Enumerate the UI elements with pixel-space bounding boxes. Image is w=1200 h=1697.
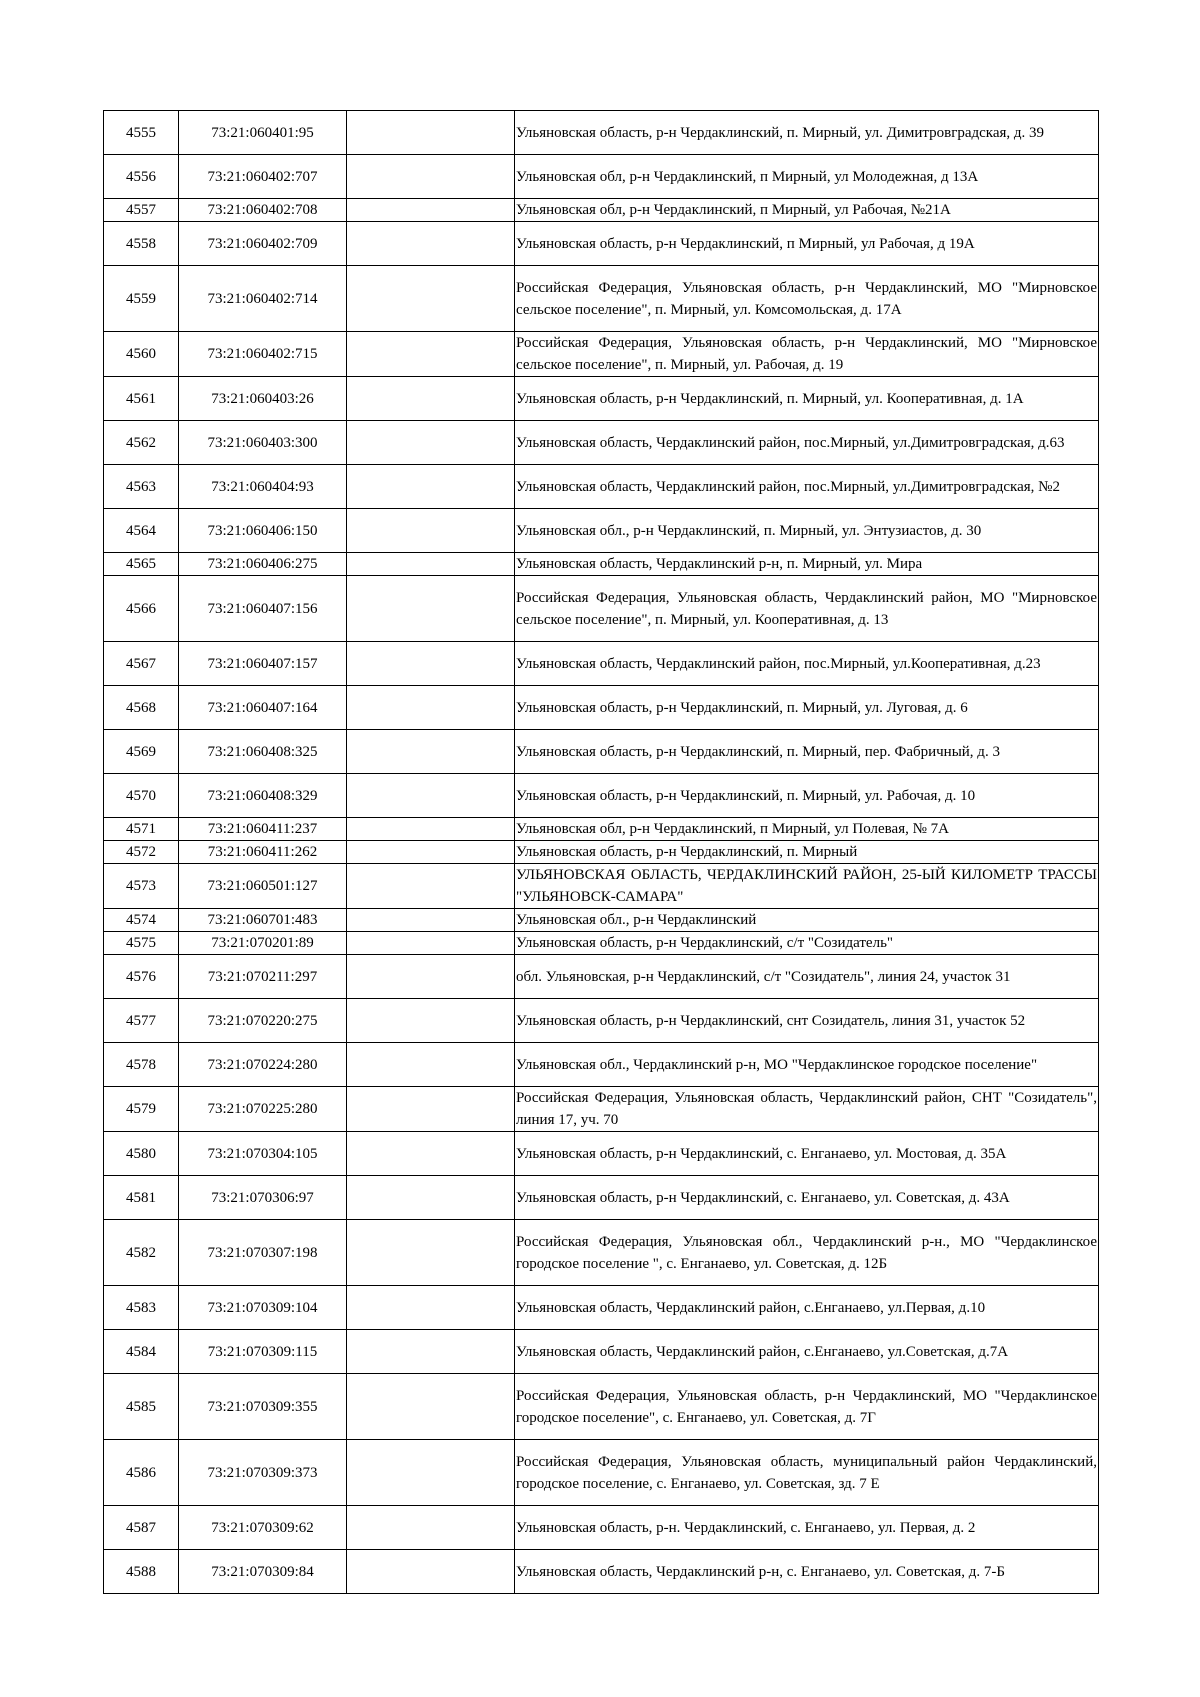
empty-cell <box>347 932 515 955</box>
address-cell: Ульяновская область, Чердаклинский район, с.Енганаево, ул.Советская, д.7А <box>515 1330 1099 1374</box>
table-row <box>104 955 1099 999</box>
table-row <box>104 864 1099 909</box>
empty-cell <box>347 111 515 155</box>
empty-cell <box>347 1330 515 1374</box>
address-cell: Ульяновская область, р-н Чердаклинский, п. Мирный, ул. Луговая, д. 6 <box>515 686 1099 730</box>
cadastral-number-cell: 73:21:060404:93 <box>179 465 347 509</box>
table-row <box>104 686 1099 730</box>
cadastral-number-cell: 73:21:070201:89 <box>179 932 347 955</box>
record-number-cell: 4556 <box>104 155 179 199</box>
address-cell: Российская Федерация, Ульяновская область, муниципальный район Чердаклинский, городское поселение, с. Енганаево, ул. Советская, зд. 7 Е <box>515 1440 1099 1506</box>
record-number-cell: 4577 <box>104 999 179 1043</box>
empty-cell <box>347 332 515 377</box>
empty-cell <box>347 730 515 774</box>
cadastral-number-cell: 73:21:070211:297 <box>179 955 347 999</box>
record-number-cell: 4585 <box>104 1374 179 1440</box>
table-row <box>104 1176 1099 1220</box>
cadastral-number-cell: 73:21:070309:84 <box>179 1550 347 1594</box>
record-number-cell: 4557 <box>104 199 179 222</box>
address-cell: Ульяновская область, Чердаклинский район, пос.Мирный, ул.Димитровградская, №2 <box>515 465 1099 509</box>
address-cell: Ульяновская область, Чердаклинский район, пос.Мирный, ул.Димитровградская, д.63 <box>515 421 1099 465</box>
empty-cell <box>347 909 515 932</box>
record-number-cell: 4583 <box>104 1286 179 1330</box>
record-number-cell: 4568 <box>104 686 179 730</box>
record-number-cell: 4569 <box>104 730 179 774</box>
record-number-cell: 4571 <box>104 818 179 841</box>
address-cell: Российская Федерация, Ульяновская обл., Чердаклинский р-н., МО "Чердаклинское городское поселение ", с. Енганаево, ул. Советская, д. 12Б <box>515 1220 1099 1286</box>
table-row <box>104 111 1099 155</box>
empty-cell <box>347 465 515 509</box>
table-row <box>104 332 1099 377</box>
address-cell: Ульяновская обл, р-н Чердаклинский, п Мирный, ул Рабочая, №21А <box>515 199 1099 222</box>
record-number-cell: 4573 <box>104 864 179 909</box>
address-cell: Ульяновская область, р-н Чердаклинский, п. Мирный <box>515 841 1099 864</box>
address-cell: Ульяновская область, р-н Чердаклинский, п. Мирный, ул. Кооперативная, д. 1А <box>515 377 1099 421</box>
cadastral-number-cell: 73:21:060407:156 <box>179 576 347 642</box>
table-row <box>104 553 1099 576</box>
table-row <box>104 222 1099 266</box>
address-cell: Российская Федерация, Ульяновская область, р-н Чердаклинский, МО "Мирновское сельское поселение", п. Мирный, ул. Комсомольская, д. 17А <box>515 266 1099 332</box>
empty-cell <box>347 266 515 332</box>
table-row <box>104 465 1099 509</box>
address-cell: Российская Федерация, Ульяновская область, Чердаклинский район, МО "Мирновское сельское поселение", п. Мирный, ул. Кооперативная, д. 13 <box>515 576 1099 642</box>
address-cell: Ульяновская область, Чердаклинский р-н, п. Мирный, ул. Мира <box>515 553 1099 576</box>
empty-cell <box>347 864 515 909</box>
record-number-cell: 4566 <box>104 576 179 642</box>
empty-cell <box>347 377 515 421</box>
empty-cell <box>347 841 515 864</box>
empty-cell <box>347 199 515 222</box>
address-cell: Ульяновская область, р-н Чердаклинский, п. Мирный, ул. Димитровградская, д. 39 <box>515 111 1099 155</box>
record-number-cell: 4575 <box>104 932 179 955</box>
record-number-cell: 4561 <box>104 377 179 421</box>
cadastral-number-cell: 73:21:060408:329 <box>179 774 347 818</box>
empty-cell <box>347 818 515 841</box>
empty-cell <box>347 1087 515 1132</box>
record-number-cell: 4584 <box>104 1330 179 1374</box>
address-cell: Ульяновская область, р-н Чердаклинский, с. Енганаево, ул. Советская, д. 43А <box>515 1176 1099 1220</box>
empty-cell <box>347 1220 515 1286</box>
land-plot-registry-table <box>103 110 1099 1594</box>
table-row <box>104 576 1099 642</box>
record-number-cell: 4572 <box>104 841 179 864</box>
record-number-cell: 4580 <box>104 1132 179 1176</box>
empty-cell <box>347 553 515 576</box>
cadastral-number-cell: 73:21:060406:275 <box>179 553 347 576</box>
address-cell: Ульяновская обл., р-н Чердаклинский, п. Мирный, ул. Энтузиастов, д. 30 <box>515 509 1099 553</box>
cadastral-number-cell: 73:21:070309:355 <box>179 1374 347 1440</box>
empty-cell <box>347 955 515 999</box>
record-number-cell: 4560 <box>104 332 179 377</box>
table-row <box>104 377 1099 421</box>
address-cell: обл. Ульяновская, р-н Чердаклинский, с/т "Созидатель", линия 24, участок 31 <box>515 955 1099 999</box>
empty-cell <box>347 1440 515 1506</box>
record-number-cell: 4587 <box>104 1506 179 1550</box>
table-row <box>104 1550 1099 1594</box>
address-cell: Ульяновская область, р-н Чердаклинский, с/т "Созидатель" <box>515 932 1099 955</box>
record-number-cell: 4562 <box>104 421 179 465</box>
table-row <box>104 774 1099 818</box>
cadastral-number-cell: 73:21:060407:164 <box>179 686 347 730</box>
cadastral-number-cell: 73:21:060407:157 <box>179 642 347 686</box>
table-row <box>104 509 1099 553</box>
record-number-cell: 4579 <box>104 1087 179 1132</box>
table-row <box>104 909 1099 932</box>
cadastral-number-cell: 73:21:060411:237 <box>179 818 347 841</box>
cadastral-number-cell: 73:21:060402:715 <box>179 332 347 377</box>
address-cell: Российская Федерация, Ульяновская область, Чердаклинский район, СНТ "Созидатель", линия 17, уч. 70 <box>515 1087 1099 1132</box>
empty-cell <box>347 1550 515 1594</box>
cadastral-number-cell: 73:21:060411:262 <box>179 841 347 864</box>
address-cell: Ульяновская обл, р-н Чердаклинский, п Мирный, ул Полевая, № 7А <box>515 818 1099 841</box>
address-cell: Ульяновская область, Чердаклинский р-н, с. Енганаево, ул. Советская, д. 7-Б <box>515 1550 1099 1594</box>
address-cell: Ульяновская область, р-н Чердаклинский, п Мирный, ул Рабочая, д 19А <box>515 222 1099 266</box>
table-row <box>104 1087 1099 1132</box>
cadastral-number-cell: 73:21:070309:115 <box>179 1330 347 1374</box>
empty-cell <box>347 576 515 642</box>
empty-cell <box>347 509 515 553</box>
record-number-cell: 4586 <box>104 1440 179 1506</box>
cadastral-number-cell: 73:21:060701:483 <box>179 909 347 932</box>
cadastral-number-cell: 73:21:070224:280 <box>179 1043 347 1087</box>
table-row <box>104 841 1099 864</box>
cadastral-number-cell: 73:21:060402:708 <box>179 199 347 222</box>
empty-cell <box>347 421 515 465</box>
table-row <box>104 1440 1099 1506</box>
empty-cell <box>347 999 515 1043</box>
empty-cell <box>347 222 515 266</box>
table-row <box>104 730 1099 774</box>
cadastral-number-cell: 73:21:070307:198 <box>179 1220 347 1286</box>
cadastral-number-cell: 73:21:070220:275 <box>179 999 347 1043</box>
record-number-cell: 4588 <box>104 1550 179 1594</box>
record-number-cell: 4582 <box>104 1220 179 1286</box>
table-row <box>104 421 1099 465</box>
address-cell: Ульяновская область, р-н Чердаклинский, п. Мирный, пер. Фабричный, д. 3 <box>515 730 1099 774</box>
table-row <box>104 199 1099 222</box>
empty-cell <box>347 1176 515 1220</box>
table-row <box>104 1374 1099 1440</box>
table-row <box>104 932 1099 955</box>
address-cell: Ульяновская обл., Чердаклинский р-н, МО "Чердаклинское городское поселение" <box>515 1043 1099 1087</box>
cadastral-number-cell: 73:21:070309:104 <box>179 1286 347 1330</box>
address-cell: Ульяновская обл., р-н Чердаклинский <box>515 909 1099 932</box>
record-number-cell: 4567 <box>104 642 179 686</box>
cadastral-number-cell: 73:21:060403:26 <box>179 377 347 421</box>
cadastral-number-cell: 73:21:060402:709 <box>179 222 347 266</box>
record-number-cell: 4565 <box>104 553 179 576</box>
cadastral-number-cell: 73:21:070309:373 <box>179 1440 347 1506</box>
address-cell: Ульяновская область, р-н Чердаклинский, снт Созидатель, линия 31, участок 52 <box>515 999 1099 1043</box>
table-row <box>104 1286 1099 1330</box>
registry-table-body <box>104 111 1099 1594</box>
empty-cell <box>347 1374 515 1440</box>
cadastral-number-cell: 73:21:070306:97 <box>179 1176 347 1220</box>
empty-cell <box>347 155 515 199</box>
table-row <box>104 1043 1099 1087</box>
address-cell: Ульяновская область, Чердаклинский район, пос.Мирный, ул.Кооперативная, д.23 <box>515 642 1099 686</box>
address-cell: Ульяновская область, р-н. Чердаклинский, с. Енганаево, ул. Первая, д. 2 <box>515 1506 1099 1550</box>
table-row <box>104 1132 1099 1176</box>
table-row <box>104 999 1099 1043</box>
cadastral-number-cell: 73:21:060402:714 <box>179 266 347 332</box>
empty-cell <box>347 1132 515 1176</box>
address-cell: Ульяновская область, р-н Чердаклинский, с. Енганаево, ул. Мостовая, д. 35А <box>515 1132 1099 1176</box>
table-row <box>104 1330 1099 1374</box>
record-number-cell: 4558 <box>104 222 179 266</box>
table-row <box>104 1220 1099 1286</box>
record-number-cell: 4570 <box>104 774 179 818</box>
record-number-cell: 4574 <box>104 909 179 932</box>
address-cell: Ульяновская область, Чердаклинский район, с.Енганаево, ул.Первая, д.10 <box>515 1286 1099 1330</box>
table-row <box>104 155 1099 199</box>
cadastral-number-cell: 73:21:070304:105 <box>179 1132 347 1176</box>
empty-cell <box>347 1286 515 1330</box>
record-number-cell: 4563 <box>104 465 179 509</box>
address-cell: Российская Федерация, Ульяновская область, р-н Чердаклинский, МО "Мирновское сельское поселение", п. Мирный, ул. Рабочая, д. 19 <box>515 332 1099 377</box>
record-number-cell: 4555 <box>104 111 179 155</box>
table-row <box>104 1506 1099 1550</box>
empty-cell <box>347 1506 515 1550</box>
address-cell: УЛЬЯНОВСКАЯ ОБЛАСТЬ, ЧЕРДАКЛИНСКИЙ РАЙОН, 25-ЫЙ КИЛОМЕТР ТРАССЫ "УЛЬЯНОВСК-САМАРА" <box>515 864 1099 909</box>
record-number-cell: 4576 <box>104 955 179 999</box>
record-number-cell: 4564 <box>104 509 179 553</box>
address-cell: Ульяновская обл, р-н Чердаклинский, п Мирный, ул Молодежная, д 13А <box>515 155 1099 199</box>
cadastral-number-cell: 73:21:070225:280 <box>179 1087 347 1132</box>
cadastral-number-cell: 73:21:060406:150 <box>179 509 347 553</box>
empty-cell <box>347 642 515 686</box>
cadastral-number-cell: 73:21:060408:325 <box>179 730 347 774</box>
table-row <box>104 642 1099 686</box>
table-row <box>104 266 1099 332</box>
address-cell: Российская Федерация, Ульяновская область, р-н Чердаклинский, МО "Чердаклинское городское поселение", с. Енганаево, ул. Советская, д. 7Г <box>515 1374 1099 1440</box>
record-number-cell: 4581 <box>104 1176 179 1220</box>
cadastral-number-cell: 73:21:060402:707 <box>179 155 347 199</box>
cadastral-number-cell: 73:21:070309:62 <box>179 1506 347 1550</box>
empty-cell <box>347 686 515 730</box>
empty-cell <box>347 774 515 818</box>
table-row <box>104 818 1099 841</box>
cadastral-number-cell: 73:21:060401:95 <box>179 111 347 155</box>
empty-cell <box>347 1043 515 1087</box>
record-number-cell: 4578 <box>104 1043 179 1087</box>
address-cell: Ульяновская область, р-н Чердаклинский, п. Мирный, ул. Рабочая, д. 10 <box>515 774 1099 818</box>
cadastral-number-cell: 73:21:060403:300 <box>179 421 347 465</box>
cadastral-number-cell: 73:21:060501:127 <box>179 864 347 909</box>
record-number-cell: 4559 <box>104 266 179 332</box>
